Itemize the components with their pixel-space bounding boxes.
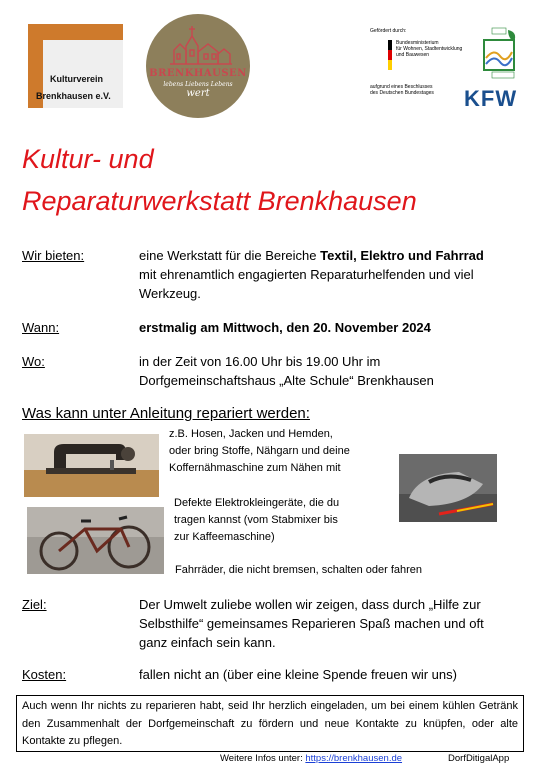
- bicycle-photo: [27, 507, 164, 574]
- costs-label: Kosten:: [22, 667, 67, 682]
- bundestag-line: des Deutschen Bundestages: [370, 90, 434, 96]
- electro-line: zur Kaffeemaschine): [174, 531, 275, 543]
- invitation-text: Auch wenn Ihr nichts zu reparieren habt, seid Ihr herzlich eingeladen, um bei einem kühlen Getränk den Zusammenhalt der Dorfgemeinschaft zu fördern und neue Kontakte zu knüpfen, oder alte Kontakte zu pflegen.: [22, 700, 518, 747]
- kulturverein-logo-line2: Brenkhausen e.V.: [36, 91, 111, 101]
- offer-line2: mit ehrenamtlich engagierten Reparaturhelfenden und viel: [139, 267, 474, 282]
- electro-line: Defekte Elektrokleingeräte, die du: [174, 497, 340, 509]
- bundestag-line: aufgrund eines Beschlusses: [370, 84, 433, 90]
- textile-line: z.B. Hosen, Jacken und Hemden,: [169, 428, 333, 440]
- bikes-text: Fahrräder, die nicht bremsen, schalten oder fahren: [175, 564, 423, 576]
- textile-text: [169, 426, 350, 477]
- costs-text: [139, 665, 524, 684]
- offer-line1-bold: Textil, Elektro und Fahrrad: [320, 248, 484, 263]
- where-line1: in der Zeit von 16.00 Uhr bis 19.00 Uhr im: [139, 354, 381, 369]
- when-date: erstmalig am Mittwoch, den 20. November 2024: [139, 320, 431, 335]
- ministry-line: Bundesministerium: [396, 40, 439, 46]
- german-flag-icon: [388, 40, 392, 70]
- footer-website-link[interactable]: https://brenkhausen.de: [305, 753, 403, 764]
- repairs-heading: Was kann unter Anleitung repariert werden:: [22, 405, 310, 422]
- goal-text: [139, 595, 524, 652]
- footer-info: [220, 753, 402, 764]
- footer-prefix: Weitere Infos unter:: [220, 753, 303, 764]
- textile-line: Koffernähmaschine zum Nähen mit: [169, 462, 341, 474]
- electro-line: tragen kannst (vom Stabmixer bis: [174, 514, 338, 526]
- land-kultur-icon: [478, 26, 526, 82]
- brenkhausen-logo-name: BRENKHAUSEN: [149, 68, 247, 79]
- invitation-box: [16, 695, 524, 752]
- brenkhausen-seal-icon: [146, 14, 250, 118]
- goal-line3: ganz einfach sein kann.: [139, 635, 276, 650]
- ministry-line: für Wohnen, Stadtentwicklung: [396, 46, 463, 52]
- brenkhausen-logo-slogan: lebens Liebens Lebens: [163, 81, 233, 88]
- offer-line3: Werkzeug.: [139, 286, 201, 301]
- ministry-funding-logo: [370, 28, 470, 100]
- brenkhausen-logo: [146, 14, 250, 118]
- costs-line: fallen nicht an (über eine kleine Spende freuen wir uns): [139, 667, 457, 682]
- goal-line2: Selbsthilfe“ gemeinsames Reparieren Spaß machen und oft: [139, 616, 484, 631]
- offer-line1-prefix: eine Werkstatt für die Bereiche: [139, 248, 321, 263]
- offer-text: [139, 246, 524, 303]
- offer-label: Wir bieten:: [22, 248, 85, 263]
- page-title-line2: Reparaturwerkstatt Brenkhausen: [22, 186, 417, 216]
- kulturverein-logo: [28, 24, 123, 108]
- bundestag-note: [370, 84, 470, 96]
- electro-text: [174, 495, 339, 546]
- kfw-logo: KFW: [464, 86, 518, 111]
- when-text: [139, 318, 524, 337]
- goal-label: Ziel:: [22, 597, 47, 612]
- sewing-machine-photo: [24, 434, 159, 497]
- footer-app-name: DorfDitigalApp: [448, 753, 510, 764]
- ministry-name: [396, 40, 474, 58]
- where-line2: Dorfgemeinschaftshaus „Alte Schule“ Brenkhausen: [139, 373, 434, 388]
- funding-label: Gefördert durch:: [370, 28, 407, 34]
- where-label: Wo:: [22, 354, 45, 369]
- kulturverein-logo-line1: Kulturverein: [50, 74, 104, 84]
- goal-line1: Der Umwelt zuliebe wollen wir zeigen, dass durch „Hilfe zur: [139, 597, 481, 612]
- where-text: [139, 352, 524, 390]
- iron-photo: [399, 454, 497, 522]
- land-kultur-kreis-logo: [478, 26, 526, 82]
- ministry-line: und Bauwesen: [396, 52, 430, 58]
- when-label: Wann:: [22, 320, 60, 335]
- brenkhausen-logo-wert: wert: [186, 88, 210, 99]
- page-title-line1: Kultur- und: [22, 144, 154, 174]
- textile-line: oder bring Stoffe, Nähgarn und deine: [169, 445, 350, 457]
